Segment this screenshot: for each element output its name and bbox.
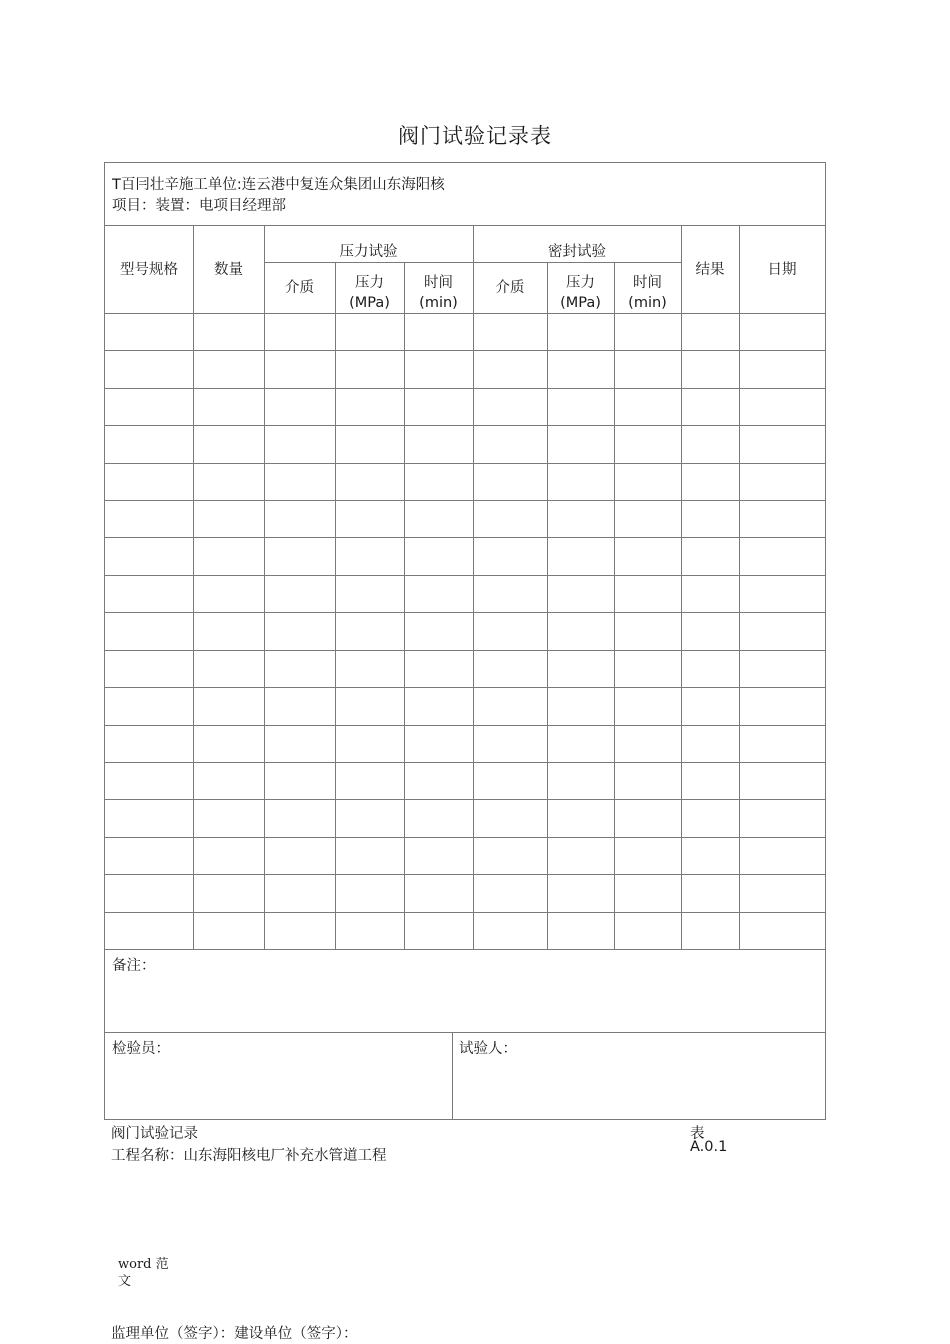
watermark-text: word 范 (118, 1257, 169, 1272)
rule-remarks-bottom (105, 1032, 825, 1033)
table-row-divider (105, 650, 825, 651)
sub-header-time-unit: (min) (419, 295, 458, 311)
col-header-result: 结果 (695, 262, 725, 278)
rule-table-bottom (105, 949, 825, 950)
form-code: A.0.1 (690, 1139, 728, 1155)
project-name: 工程名称：山东海阳核电厂补充水管道工程 (111, 1148, 387, 1164)
col-header-quantity: 数量 (214, 262, 243, 278)
sub-header-medium: 介质 (285, 280, 314, 296)
table-row-divider (105, 350, 825, 351)
form-label: 表 (690, 1126, 705, 1142)
sub-header-pressure-unit: (MPa) (349, 295, 390, 311)
table-row-divider (105, 425, 825, 426)
table-row-divider (105, 725, 825, 726)
inspector-label: 检验员： (112, 1041, 170, 1057)
col-header-date: 日期 (767, 262, 797, 278)
signature-line: 监理单位（签字）：建设单位（签字）： (111, 1326, 358, 1342)
col-header-model: 型号规格 (120, 262, 178, 278)
col-divider (264, 225, 265, 949)
table-row-divider (105, 537, 825, 538)
col-divider (473, 225, 474, 949)
header-line-2: 项目：装置：电项目经理部 (112, 198, 286, 214)
group-header-seal-test: 密封试验 (548, 244, 606, 260)
table-row-divider (105, 388, 825, 389)
table-row-divider (105, 912, 825, 913)
page-title: 阀门试验记录表 (398, 124, 552, 148)
rule-header-bottom (105, 225, 825, 226)
sub-header-time: 时间 (633, 275, 662, 291)
col-divider (681, 225, 682, 949)
table-row-divider (105, 799, 825, 800)
header-line-1: T百冃壮辛施工单位:连云港中复连众集团山东海阳核 (112, 177, 445, 193)
sub-header-time: 时间 (424, 275, 453, 291)
valve-test-record-table (104, 162, 826, 1120)
col-divider (739, 225, 740, 949)
table-row-divider (105, 762, 825, 763)
table-row-divider (105, 612, 825, 613)
remarks-label: 备注： (112, 958, 156, 974)
col-divider (547, 262, 548, 949)
table-row-divider (105, 837, 825, 838)
col-divider (614, 262, 615, 949)
sub-header-pressure: 压力 (566, 275, 595, 291)
watermark-text: 文 (118, 1274, 132, 1289)
record-name: 阀门试验记录 (111, 1126, 198, 1142)
sub-header-pressure: 压力 (355, 275, 384, 291)
sub-header-medium: 介质 (495, 280, 525, 296)
sub-header-pressure-unit: (MPa) (560, 295, 601, 311)
sub-header-time-unit: (min) (628, 295, 667, 311)
col-divider (404, 262, 405, 949)
col-divider (193, 225, 194, 949)
col-divider (335, 262, 336, 949)
table-row-divider (105, 500, 825, 501)
signature-divider (452, 1032, 453, 1120)
tester-label: 试验人： (459, 1041, 517, 1057)
table-row-divider (105, 874, 825, 875)
table-row-divider (105, 687, 825, 688)
table-row-divider (105, 463, 825, 464)
table-row-divider (105, 575, 825, 576)
group-header-pressure-test: 压力试验 (339, 244, 398, 260)
